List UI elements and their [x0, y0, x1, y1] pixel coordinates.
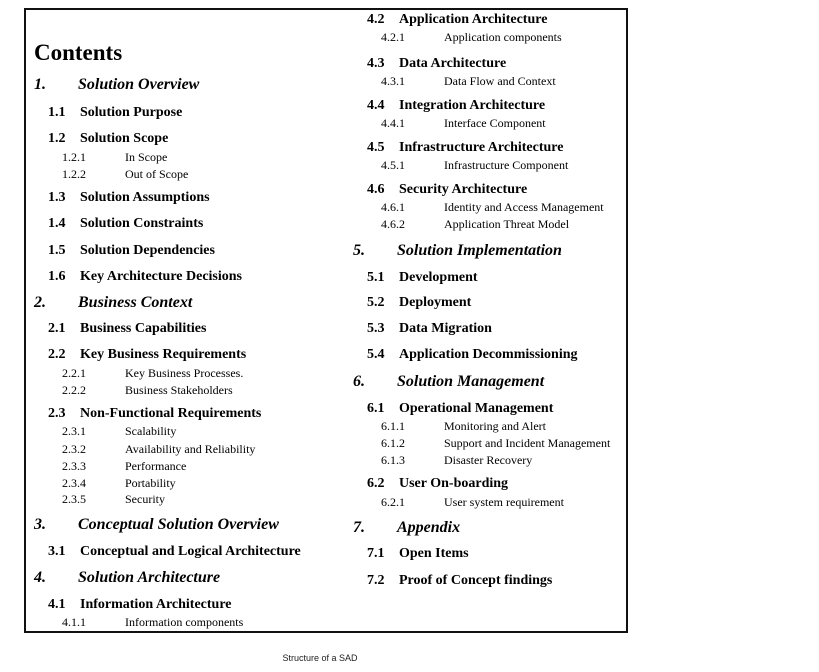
toc-entry-title: Business Capabilities — [80, 321, 207, 336]
toc-entry-number: 7.2 — [367, 573, 385, 588]
toc-entry-title: In Scope — [125, 150, 168, 164]
toc-entry-number: 2.3.1 — [62, 424, 86, 438]
toc-entry-title: Conceptual and Logical Architecture — [80, 544, 301, 559]
toc-entry-number: 2.3.3 — [62, 459, 86, 473]
toc-entry-number: 1.2.1 — [62, 150, 86, 164]
toc-entry-number: 4.5 — [367, 140, 385, 155]
toc-entry-number: 2.2.2 — [62, 383, 86, 397]
toc-entry-title: Infrastructure Component — [444, 158, 569, 172]
toc-entry-number: 2. — [34, 294, 46, 311]
toc-entry-number: 1. — [34, 76, 46, 93]
toc-entry-title: Portability — [125, 476, 176, 490]
toc-entry-number: 4.1 — [48, 597, 66, 612]
toc-entry-title: Interface Component — [444, 116, 546, 130]
toc-entry-number: 1.2 — [48, 131, 66, 146]
toc-entry-title: User system requirement — [444, 495, 564, 509]
toc-entry-title: Data Architecture — [399, 56, 507, 71]
toc-entry-title: Infrastructure Architecture — [399, 140, 564, 155]
toc-entry-title: Solution Constraints — [80, 216, 204, 231]
toc-entry-number: 4.3.1 — [381, 74, 405, 88]
toc-entry-title: Monitoring and Alert — [444, 419, 546, 433]
toc-entry-title: Solution Purpose — [80, 105, 183, 120]
toc-entry-title: Solution Overview — [78, 76, 200, 93]
toc-entry-number: 4.4.1 — [381, 116, 405, 130]
toc-entry-title: Application Threat Model — [444, 217, 570, 231]
toc-entry-number: 1.3 — [48, 190, 66, 205]
toc-entry-title: Disaster Recovery — [444, 453, 533, 467]
toc-entry-number: 4.6 — [367, 182, 385, 197]
toc-entry-title: Application Decommissioning — [399, 347, 578, 362]
toc-entry-number: 4.6.1 — [381, 200, 405, 214]
toc-entry-number: 4. — [34, 569, 46, 586]
toc-entry-number: 2.3.5 — [62, 492, 86, 506]
toc-entry-number: 1.2.2 — [62, 167, 86, 181]
toc-entry-number: 6.1 — [367, 401, 385, 416]
toc-entry-title: Operational Management — [399, 401, 554, 416]
toc-entry-number: 4.5.1 — [381, 158, 405, 172]
toc-entry-title: Data Migration — [399, 321, 492, 336]
toc-entry-number: 2.2.1 — [62, 366, 86, 380]
toc-entry-title: Conceptual Solution Overview — [78, 516, 279, 533]
toc-entry-title: Out of Scope — [125, 167, 189, 181]
toc-entry-number: 2.1 — [48, 321, 66, 336]
toc-entry-number: 6. — [353, 373, 365, 390]
toc-entry-number: 6.1.3 — [381, 453, 405, 467]
toc-entry-number: 5.3 — [367, 321, 385, 336]
toc-entry-number: 2.3.2 — [62, 442, 86, 456]
toc-entry-title: Solution Dependencies — [80, 243, 215, 258]
toc-entry-title: Data Flow and Context — [444, 74, 556, 88]
toc-entry-number: 1.4 — [48, 216, 66, 231]
toc-entry-title: Identity and Access Management — [444, 200, 604, 214]
toc-entry-number: 7. — [353, 519, 365, 536]
toc-entry-title: Support and Incident Management — [444, 436, 611, 450]
toc-entry-title: Development — [399, 270, 478, 285]
toc-entry-number: 2.2 — [48, 347, 66, 362]
toc-entry-number: 7.1 — [367, 546, 385, 561]
toc-entry-title: User On-boarding — [399, 476, 509, 491]
toc-entry-title: Performance — [125, 459, 187, 473]
toc-entry-title: Integration Architecture — [399, 98, 546, 113]
toc-entry-title: Non-Functional Requirements — [80, 406, 262, 421]
toc-entry-number: 6.2.1 — [381, 495, 405, 509]
toc-entry-title: Solution Scope — [80, 131, 169, 146]
toc-entry-number: 4.6.2 — [381, 217, 405, 231]
toc-entry-title: Open Items — [399, 546, 469, 561]
toc-entry-number: 5.1 — [367, 270, 385, 285]
toc-entry-title: Deployment — [399, 295, 472, 310]
toc-entry-number: 1.1 — [48, 105, 66, 120]
toc-entry-title: Solution Implementation — [397, 242, 562, 259]
toc-entry-number: 5. — [353, 242, 365, 259]
toc-entry-title: Information components — [125, 615, 244, 629]
toc-entry-number: 1.5 — [48, 243, 66, 258]
toc-entry-title: Key Business Requirements — [80, 347, 247, 362]
toc-entry-number: 6.1.2 — [381, 436, 405, 450]
toc-entry-number: 2.3.4 — [62, 476, 86, 490]
toc-entry-title: Availability and Reliability — [125, 442, 256, 456]
toc-entry-title: Security Architecture — [399, 182, 528, 197]
toc-entry-title: Proof of Concept findings — [399, 573, 553, 588]
toc-entry-number: 4.4 — [367, 98, 385, 113]
toc-entry-number: 4.2.1 — [381, 30, 405, 44]
toc-frame — [24, 8, 628, 633]
toc-title: Contents — [34, 40, 123, 65]
toc-entry-number: 2.3 — [48, 406, 66, 421]
toc-entry-number: 4.3 — [367, 56, 385, 71]
figure-caption: Structure of a SAD — [282, 653, 358, 663]
toc-entry-title: Application Architecture — [399, 12, 548, 27]
toc-entry-number: 6.2 — [367, 476, 385, 491]
toc-entry-title: Business Stakeholders — [125, 383, 233, 397]
toc-entry-number: 3.1 — [48, 544, 66, 559]
toc-entry-title: Key Architecture Decisions — [80, 269, 243, 284]
toc-entry-title: Appendix — [397, 519, 461, 536]
toc-entry-number: 6.1.1 — [381, 419, 405, 433]
toc-entry-number: 5.4 — [367, 347, 385, 362]
toc-entry-title: Scalability — [125, 424, 177, 438]
toc-entry-number: 1.6 — [48, 269, 66, 284]
toc-entry-title: Application components — [444, 30, 562, 44]
toc-entry-number: 4.2 — [367, 12, 385, 27]
toc-entry-title: Business Context — [78, 294, 193, 311]
toc-entry-title: Solution Management — [397, 373, 545, 390]
toc-entry-number: 4.1.1 — [62, 615, 86, 629]
toc-entry-title: Solution Assumptions — [80, 190, 210, 205]
toc-entry-number: 3. — [34, 516, 46, 533]
toc-entry-title: Key Business Processes. — [125, 366, 244, 380]
toc-entry-title: Information Architecture — [80, 597, 232, 612]
toc-entry-title: Security — [125, 492, 165, 506]
toc-entry-number: 5.2 — [367, 295, 385, 310]
toc-entry-title: Solution Architecture — [78, 569, 221, 586]
